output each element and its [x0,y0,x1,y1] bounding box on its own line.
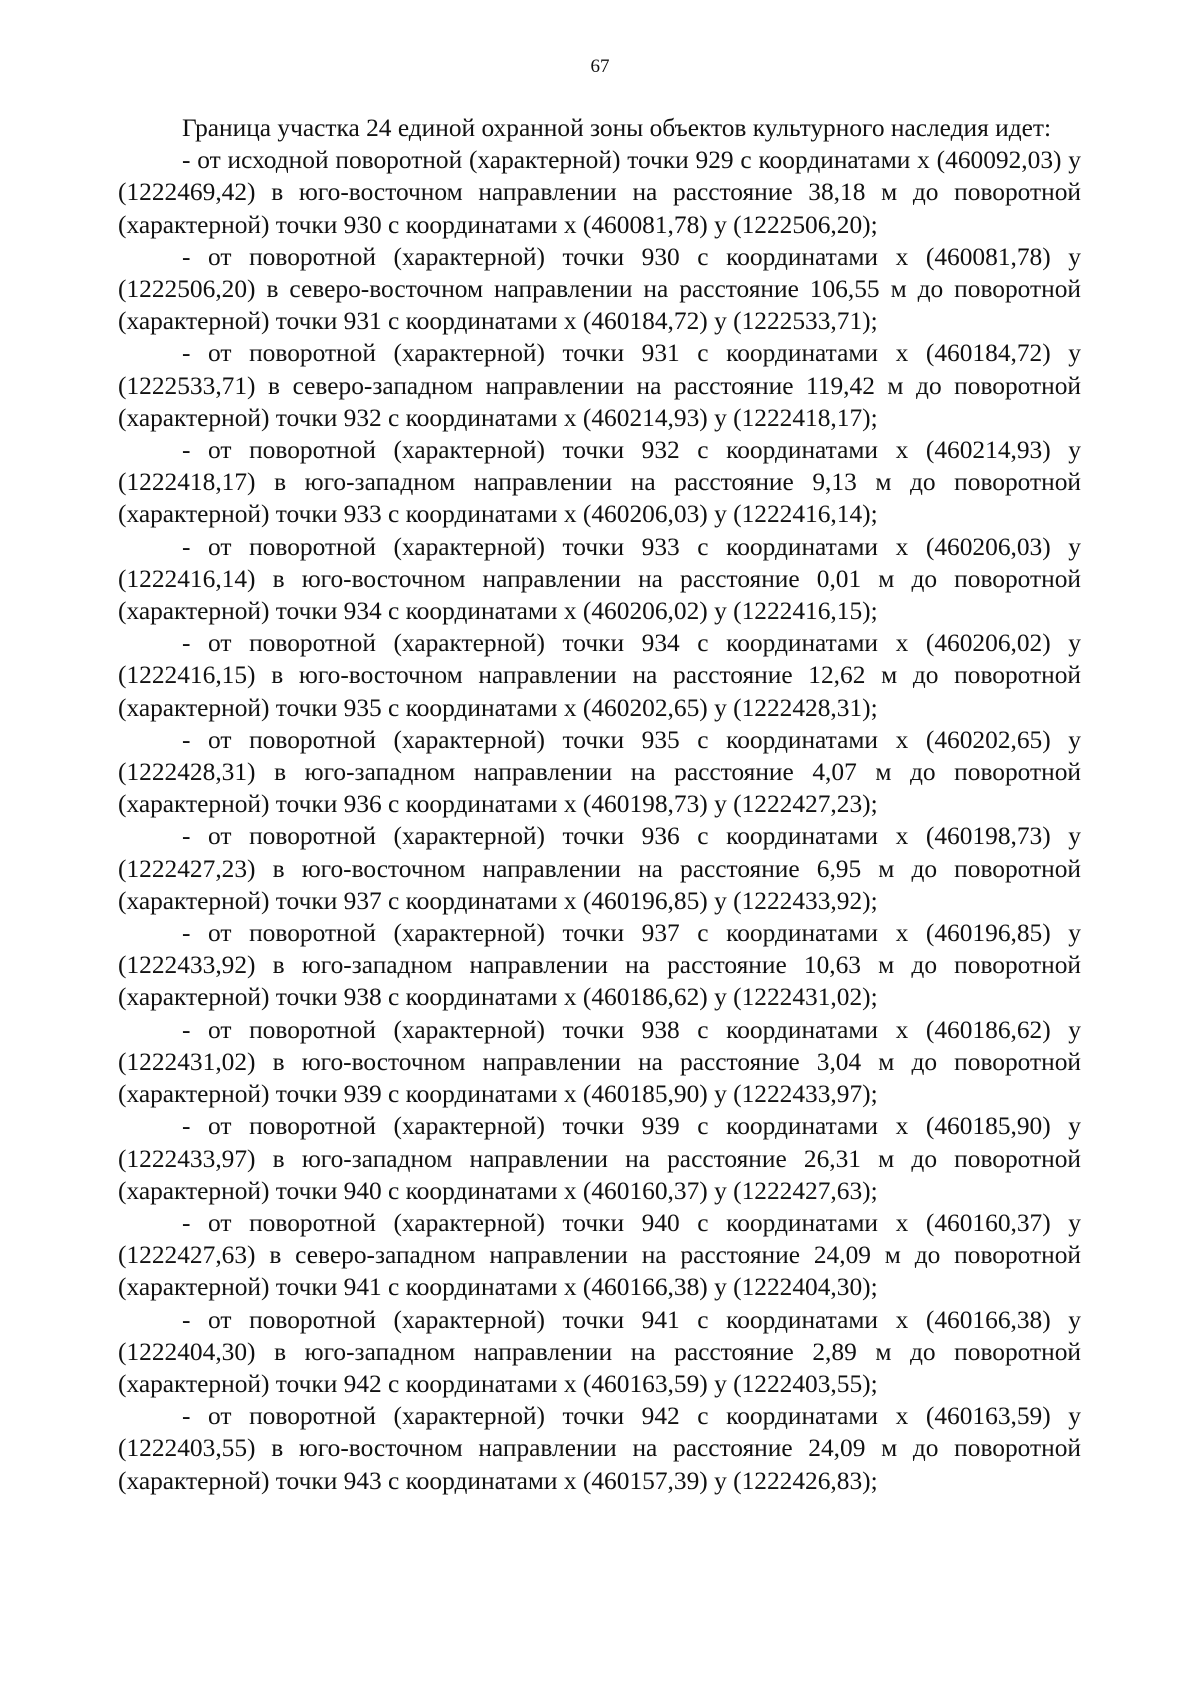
boundary-segment: - от поворотной (характерной) точки 942 с координатами x (460163,59) y (1222403,55) в юго-восточном направлении на расстояние 24,09 м до поворотной (характерной) точки 943 с координатами x (460157,39) y (1222426,83); [118,1402,1081,1495]
document-body [118,112,1081,1497]
boundary-segment: - от поворотной (характерной) точки 930 с координатами x (460081,78) y (1222506,20) в северо-восточном направлении на расстояние 106,55 м до поворотной (характерной) точки 931 с координатами x (460184,72) y (1222533,71); [118,242,1081,336]
boundary-segment: - от поворотной (характерной) точки 932 с координатами x (460214,93) y (1222418,17) в юго-западном направлении на расстояние 9,13 м до поворотной (характерной) точки 933 с координатами x (460206,03) y (1222416,14); [118,436,1081,529]
boundary-segment: - от поворотной (характерной) точки 933 с координатами x (460206,03) y (1222416,14) в юго-восточном направлении на расстояние 0,01 м до поворотной (характерной) точки 934 с координатами x (460206,02) y (1222416,15); [118,532,1081,626]
boundary-segment: - от поворотной (характерной) точки 935 с координатами x (460202,65) y (1222428,31) в юго-западном направлении на расстояние 4,07 м до поворотной (характерной) точки 936 с координатами x (460198,73) y (1222427,23); [118,725,1081,819]
boundary-segment: - от поворотной (характерной) точки 931 с координатами x (460184,72) y (1222533,71) в северо-западном направлении на расстояние 119,42 м до поворотной (характерной) точки 932 с координатами x (460214,93) y (1222418,17); [118,339,1081,432]
boundary-segment: - от поворотной (характерной) точки 936 с координатами x (460198,73) y (1222427,23) в юго-восточном направлении на расстояние 6,95 м до поворотной (характерной) точки 937 с координатами x (460196,85) y (1222433,92); [118,822,1081,915]
boundary-segment: - от поворотной (характерной) точки 937 с координатами x (460196,85) y (1222433,92) в юго-западном направлении на расстояние 10,63 м до поворотной (характерной) точки 938 с координатами x (460186,62) y (1222431,02); [118,919,1081,1012]
boundary-segment: - от поворотной (характерной) точки 940 с координатами x (460160,37) y (1222427,63) в северо-западном направлении на расстояние 24,09 м до поворотной (характерной) точки 941 с координатами x (460166,38) y (1222404,30); [118,1208,1081,1302]
boundary-segment: - от поворотной (характерной) точки 939 с координатами x (460185,90) y (1222433,97) в юго-западном направлении на расстояние 26,31 м до поворотной (характерной) точки 940 с координатами x (460160,37) y (1222427,63); [118,1112,1081,1205]
intro-paragraph: Граница участка 24 единой охранной зоны объектов культурного наследия идет: [182,114,1052,142]
boundary-segment: - от поворотной (характерной) точки 941 с координатами x (460166,38) y (1222404,30) в юго-западном направлении на расстояние 2,89 м до поворотной (характерной) точки 942 с координатами x (460163,59) y (1222403,55); [118,1305,1081,1398]
boundary-segment: - от исходной поворотной (характерной) точки 929 с координатами x (460092,03) y (1222469,42) в юго-восточном направлении на расстояние 38,18 м до поворотной (характерной) точки 930 с координатами x (460081,78) y (1222506,20); [118,146,1081,239]
boundary-segment: - от поворотной (характерной) точки 934 с координатами x (460206,02) y (1222416,15) в юго-восточном направлении на расстояние 12,62 м до поворотной (характерной) точки 935 с координатами x (460202,65) y (1222428,31); [118,629,1081,722]
page-number: 67 [590,56,610,77]
boundary-segment: - от поворотной (характерной) точки 938 с координатами x (460186,62) y (1222431,02) в юго-восточном направлении на расстояние 3,04 м до поворотной (характерной) точки 939 с координатами x (460185,90) y (1222433,97); [118,1015,1081,1109]
